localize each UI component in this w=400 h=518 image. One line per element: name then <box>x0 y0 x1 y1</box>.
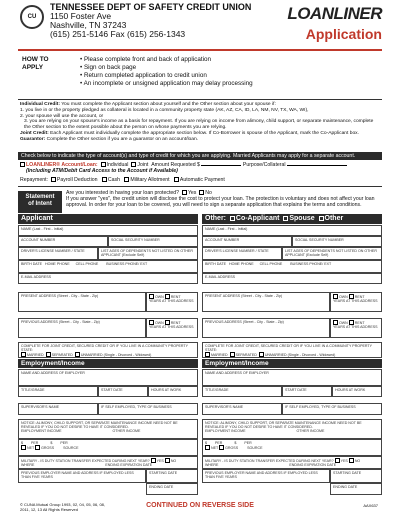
org-address2: Nashville, TN 37243 <box>50 20 127 30</box>
seal-text: CU <box>27 14 37 20</box>
form-code: AAX637 <box>363 503 378 508</box>
years-label: YEARS AT THIS ADDRESS <box>149 299 194 304</box>
dollar-sign: $ <box>205 441 207 445</box>
protection-question: Are you interested in having your loan protected? <box>66 190 180 196</box>
birth-date-label: BIRTH DATE <box>205 262 227 266</box>
applicant-dl-field[interactable]: DRIVER'S LICENSE NUMBER / STATE <box>18 247 98 260</box>
loanliner-label: LOANLINER® Account/Loan: <box>26 162 98 168</box>
employment-income-label: EMPLOYMENT INCOME <box>21 429 62 434</box>
other-email-field[interactable]: E-MAIL ADDRESS <box>202 273 382 284</box>
statement-label-1: Statement <box>25 194 55 200</box>
individual-credit-label: Individual Credit: <box>20 102 60 107</box>
cell-phone-label: CELL PHONE <box>259 262 283 266</box>
own-label: OWN <box>339 295 348 299</box>
source-label: SOURCE <box>247 446 263 451</box>
own-label: OWN <box>155 321 164 325</box>
purpose-label: Purpose/Collateral <box>242 162 286 168</box>
gross-label: GROSS <box>225 446 239 451</box>
own-label: OWN <box>339 321 348 325</box>
spouse-label: Spouse <box>289 215 315 222</box>
instruction-line: 3. you are relying on your spouse's income as a basis for repayment. If you are relying on income from alimony, child support, or separate maintenance, complete the Other section to the extent possible about the person on whose payments you are relying. <box>24 119 374 131</box>
applicant-income-notice <box>18 419 198 439</box>
copyright-line-1: © CUNA Mutual Group 1993, 02, 04, 05, 06, 08, <box>20 502 105 507</box>
howto-item: • Please complete front and back of application <box>80 56 212 63</box>
applicant-previous-years-field[interactable] <box>146 318 198 338</box>
no-label: NO <box>170 459 177 463</box>
repayment-label: Repayment: <box>20 177 48 183</box>
dollar-sign: $ <box>234 441 237 445</box>
ending-expiration-label: ENDING EXPIRATION DATE <box>105 463 153 468</box>
applicant-income-amounts[interactable] <box>18 439 198 456</box>
other-account-field[interactable]: ACCOUNT NUMBER <box>202 236 292 247</box>
protection-yes-checkbox[interactable] <box>182 190 187 195</box>
separated-label: SEPARATED <box>235 353 257 358</box>
other-ssn-field[interactable]: SOCIAL SECURITY NUMBER <box>292 236 382 247</box>
other-label: Other: <box>205 215 226 222</box>
how-to-apply-label <box>22 56 49 72</box>
applicant-supervisor-field[interactable]: SUPERVISOR'S NAME <box>18 403 98 415</box>
howto-item: • Return completed application to credit union <box>80 72 207 79</box>
howto-label-1: HOW TO <box>22 56 49 63</box>
net-label: NET <box>27 446 35 451</box>
other-self-employed-field[interactable]: IF SELF EMPLOYED, TYPE OF BUSINESS <box>282 403 382 415</box>
protection-explanation: If you answer "yes", the credit union will disclose the cost to protect your loan. The protection is voluntary and does not affect your loan approval. In order for your loan to be covered, you will need to sign a separate application that explains the terms and conditions. <box>66 196 375 208</box>
other-header <box>202 214 382 224</box>
military-question: MILITARY - IS DUTY STATION TRANSFER EXPECTED DURING NEXT YEAR? <box>21 459 150 463</box>
org-name: TENNESSEE DEPT OF SAFETY CREDIT UNION <box>50 2 252 12</box>
credit-instructions <box>20 102 380 143</box>
yes-label: YES <box>156 459 164 463</box>
other-hours-field[interactable]: HOURS AT WORK <box>332 386 382 397</box>
howto-item: • Sign on back page <box>80 64 137 71</box>
individual-credit-text: You must complete the Applicant section about yourself and the Other section about your spouse if: <box>59 102 276 107</box>
statement-label-2: of Intent <box>28 201 52 207</box>
other-prev-ending-field[interactable]: ENDING DATE <box>330 483 382 495</box>
header-divider <box>18 49 382 51</box>
joint-credit-text: Each Applicant must individually complete the appropriate section below. If Co-Borrower is spouse of the Applicant, mark the Co-Applicant box. <box>48 130 359 136</box>
applicant-military-field <box>18 456 198 469</box>
gross-checkbox[interactable] <box>35 445 40 450</box>
applicant-header: Applicant <box>18 214 198 224</box>
no-label: NO <box>354 459 361 463</box>
net-checkbox[interactable] <box>21 445 26 450</box>
copyright-line-2: 2011, 12, 13 All Rights Reserved <box>20 507 78 512</box>
loanliner-logo: LOANLINER <box>287 4 382 23</box>
income-notice: NOTICE: ALIMONY, CHILD SUPPORT, OR SEPARATE MAINTENANCE INCOME NEED NOT BE REVEALED IF YOU DO NOT DESIRE TO HAVE IT CONSIDERED. <box>21 421 178 430</box>
protection-no-checkbox[interactable] <box>199 190 204 195</box>
other-previous-address-field[interactable]: PREVIOUS ADDRESS (Street - City - State - Zip) <box>202 318 330 338</box>
spouse-checkbox[interactable] <box>283 216 288 221</box>
married-label: MARRIED <box>211 353 228 358</box>
other-checkbox[interactable] <box>319 216 324 221</box>
other-income-label: OTHER INCOME <box>296 429 325 434</box>
cell-phone-label: CELL PHONE <box>75 262 99 266</box>
married-checkbox[interactable] <box>205 352 210 357</box>
yes-label: YES <box>340 459 348 463</box>
military-checkbox[interactable] <box>124 177 129 182</box>
years-label: YEARS AT THIS ADDRESS <box>333 299 378 304</box>
applicant-phones-field[interactable] <box>18 260 198 273</box>
military-no-checkbox[interactable] <box>165 458 170 463</box>
instruction-line: 1. you live in or the property pledged as collateral is located in a community property state (AK, AZ, CA, ID, LA, NM, NV, TX, WA, WI), <box>20 107 309 113</box>
dollar-sign: $ <box>50 441 53 445</box>
years-label: YEARS AT THIS ADDRESS <box>333 325 378 330</box>
other-option-label: Other <box>324 215 344 222</box>
page-title: Application <box>305 26 382 42</box>
org-block <box>50 3 251 39</box>
joint-checkbox[interactable] <box>131 162 136 167</box>
other-prev-starting-field[interactable]: STARTING DATE <box>330 469 382 483</box>
separated-label: SEPARATED <box>51 353 73 358</box>
business-phone-label: BUSINESS PHONE/ EXT <box>290 262 332 266</box>
unmarried-checkbox[interactable] <box>75 352 80 357</box>
other-income-amounts[interactable] <box>202 439 382 456</box>
rent-label: RENT <box>354 295 365 299</box>
applicant-name-field[interactable]: NAME (Last - First - Initial) <box>18 225 198 236</box>
where-label: WHERE <box>21 463 35 468</box>
applicant-previous-address-field[interactable]: PREVIOUS ADDRESS (Street - City - State - Zip) <box>18 318 146 338</box>
org-address1: 1150 Foster Ave <box>50 11 112 21</box>
joint-cp-label: COMPLETE FOR JOINT CREDIT, SECURED CREDIT OR IF YOU LIVE IN A COMMUNITY PROPERTY STATE: <box>21 344 188 353</box>
applicant-hours-field[interactable]: HOURS AT WORK <box>148 386 198 397</box>
other-dependents-field[interactable]: LIST AGES OF DEPENDENTS NOT LISTED ON OTHER APPLICANT (Exclude Self) <box>282 247 382 260</box>
divider <box>18 186 382 187</box>
per-label: PER <box>244 441 252 445</box>
home-phone-label: HOME PHONE <box>229 262 254 266</box>
how-to-apply-list <box>80 56 253 88</box>
other-present-years-field[interactable] <box>330 292 382 312</box>
rent-label: RENT <box>354 321 365 325</box>
employment-income-label: EMPLOYMENT INCOME <box>205 429 246 434</box>
cash-checkbox[interactable] <box>102 177 107 182</box>
other-employment-header: Employment/Income <box>202 359 382 368</box>
military-label: Military Allotment <box>130 177 170 183</box>
brand-block <box>287 4 382 42</box>
separated-checkbox[interactable] <box>230 352 235 357</box>
rent-label: RENT <box>170 321 181 325</box>
applicant-employment-header: Employment/Income <box>18 359 198 368</box>
applicant-email-field[interactable]: E-MAIL ADDRESS <box>18 273 198 284</box>
purpose-input[interactable] <box>287 165 347 166</box>
where-label: WHERE <box>205 463 219 468</box>
guarantor-text: Complete the Other section if you are a guarantor on an account/loan. <box>45 136 199 142</box>
applicant-employer-field[interactable]: NAME AND ADDRESS OF EMPLOYER <box>18 369 198 386</box>
statement-of-intent-text <box>66 190 380 208</box>
rent-label: RENT <box>170 295 181 299</box>
auto-payment-label: Automatic Payment <box>179 177 225 183</box>
per-label: PER <box>60 441 68 445</box>
yes-label: Yes <box>187 190 197 196</box>
income-notice: NOTICE: ALIMONY, CHILD SUPPORT, OR SEPARATE MAINTENANCE INCOME NEED NOT BE REVEALED IF YOU DO NOT DESIRE TO HAVE IT CONSIDERED. <box>205 421 362 430</box>
dollar-sign: $ <box>21 441 23 445</box>
other-military-field <box>202 456 382 469</box>
divider <box>18 99 382 100</box>
credit-union-seal-icon <box>20 5 44 29</box>
other-supervisor-field[interactable]: SUPERVISOR'S NAME <box>202 403 282 415</box>
business-phone-label: BUSINESS PHONE/ EXT <box>106 262 148 266</box>
applicant-marital-field <box>18 342 198 358</box>
own-label: OWN <box>155 295 164 299</box>
other-name-field[interactable]: NAME (Last - First - Initial) <box>202 225 382 236</box>
unmarried-label: UNMARRIED (Single - Divorced - Widowed) <box>80 353 152 358</box>
coapplicant-checkbox[interactable] <box>230 216 235 221</box>
other-phones-field[interactable] <box>202 260 382 273</box>
payroll-label: Payroll Deduction <box>56 177 98 183</box>
applicant-ssn-field[interactable]: SOCIAL SECURITY NUMBER <box>108 236 198 247</box>
amount-requested-label: Amount Requested $ <box>151 162 200 168</box>
account-type-bar: Check below to indicate the type of account(s) and type of credit for which you are applying. Married Applicants may apply for a separate account. <box>18 152 382 160</box>
military-no-checkbox[interactable] <box>349 458 354 463</box>
howto-item: • An incomplete or unsigned application may delay processing <box>80 80 253 87</box>
gross-checkbox[interactable] <box>219 445 224 450</box>
org-phone: (615) 251-5146 Fax (615) 256-1343 <box>50 29 186 39</box>
applicant-prev-ending-field[interactable]: ENDING DATE <box>146 483 198 495</box>
other-previous-years-field[interactable] <box>330 318 382 338</box>
other-present-address-field[interactable]: PRESENT ADDRESS (Street - City - State - Zip) <box>202 292 330 312</box>
source-label: SOURCE <box>63 446 79 451</box>
atm-note: (Including ATM/Debit Card Access to the Account if Available) <box>26 168 178 174</box>
applicant-present-years-field[interactable] <box>146 292 198 312</box>
birth-date-label: BIRTH DATE <box>21 262 43 266</box>
continued-notice: CONTINUED ON REVERSE SIDE <box>146 502 254 509</box>
other-dl-field[interactable]: DRIVER'S LICENSE NUMBER / STATE <box>202 247 282 260</box>
married-label: MARRIED <box>27 353 44 358</box>
coapplicant-label: Co-Applicant <box>235 215 280 222</box>
home-phone-label: HOME PHONE <box>45 262 70 266</box>
individual-label: Individual <box>106 162 129 168</box>
payroll-checkbox[interactable] <box>51 177 56 182</box>
repayment-row <box>20 177 380 183</box>
applicant-present-address-field[interactable]: PRESENT ADDRESS (Street - City - State - Zip) <box>18 292 146 312</box>
gross-label: GROSS <box>41 446 55 451</box>
other-prev-employer-field[interactable]: PREVIOUS EMPLOYER NAME AND ADDRESS IF EMPLOYED LESS THAN FIVE YEARS <box>202 469 330 483</box>
guarantor-label: Guarantor: <box>20 136 46 142</box>
separated-checkbox[interactable] <box>46 352 51 357</box>
applicant-account-field[interactable]: ACCOUNT NUMBER <box>18 236 108 247</box>
net-checkbox[interactable] <box>205 445 210 450</box>
other-title-field[interactable]: TITLE/GRADE <box>202 386 282 397</box>
joint-cp-label: COMPLETE FOR JOINT CREDIT, SECURED CREDIT OR IF YOU LIVE IN A COMMUNITY PROPERTY STATE: <box>205 344 372 353</box>
military-question: MILITARY - IS DUTY STATION TRANSFER EXPECTED DURING NEXT YEAR? <box>205 459 334 463</box>
other-start-date-field[interactable]: START DATE <box>282 386 332 397</box>
applicant-prev-employer-field[interactable]: PREVIOUS EMPLOYER NAME AND ADDRESS IF EMPLOYED LESS THAN FIVE YEARS <box>18 469 146 483</box>
other-income-label: OTHER INCOME <box>112 429 141 434</box>
ending-expiration-label: ENDING EXPIRATION DATE <box>289 463 337 468</box>
auto-payment-checkbox[interactable] <box>174 177 179 182</box>
applicant-dependents-field[interactable]: LIST AGES OF DEPENDENTS NOT LISTED ON OTHER APPLICANT (Exclude Self) <box>98 247 198 260</box>
applicant-title-field[interactable]: TITLE/GRADE <box>18 386 98 397</box>
amount-requested-input[interactable] <box>201 165 241 166</box>
instruction-line: 2. your spouse will use the account, or <box>20 113 104 119</box>
applicant-self-employed-field[interactable]: IF SELF EMPLOYED, TYPE OF BUSINESS <box>98 403 198 415</box>
applicant-prev-starting-field[interactable]: STARTING DATE <box>146 469 198 483</box>
cash-label: Cash <box>107 177 120 183</box>
other-marital-field <box>202 342 382 358</box>
per-label: PER <box>31 441 39 445</box>
no-label: No <box>205 190 212 196</box>
unmarried-checkbox[interactable] <box>259 352 264 357</box>
years-label: YEARS AT THIS ADDRESS <box>149 325 194 330</box>
other-income-notice <box>202 419 382 439</box>
joint-label: Joint <box>137 162 149 168</box>
net-label: NET <box>211 446 219 451</box>
howto-label-2: APPLY <box>22 64 44 71</box>
applicant-start-date-field[interactable]: START DATE <box>98 386 148 397</box>
loanliner-checkbox[interactable] <box>20 162 25 167</box>
individual-checkbox[interactable] <box>101 162 106 167</box>
joint-credit-label: Joint Credit: <box>20 130 49 136</box>
married-checkbox[interactable] <box>21 352 26 357</box>
other-employer-field[interactable]: NAME AND ADDRESS OF EMPLOYER <box>202 369 382 386</box>
statement-of-intent-label <box>18 191 62 213</box>
per-label: PER <box>215 441 223 445</box>
unmarried-label: UNMARRIED (Single - Divorced - Widowed) <box>264 353 336 358</box>
